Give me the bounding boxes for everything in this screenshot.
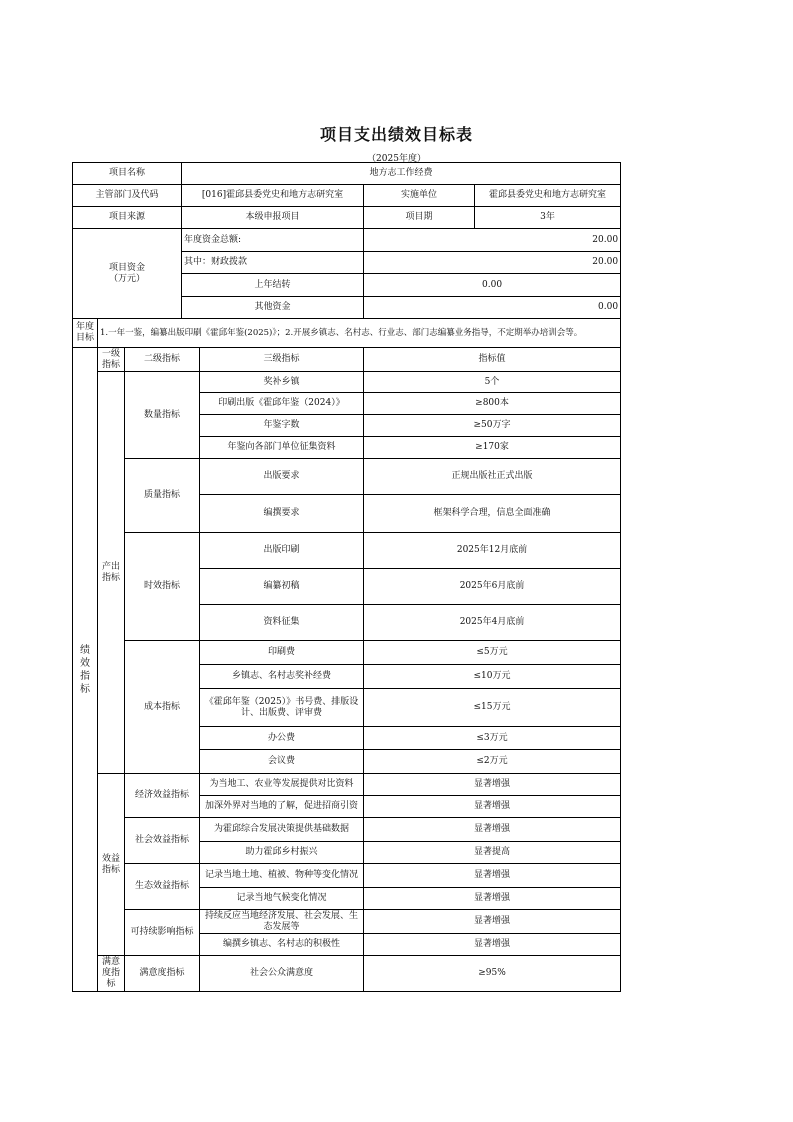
source-value: 本级申报项目 (182, 207, 364, 229)
label-total: 年度资金总额: (182, 229, 364, 252)
indicator-value: ≥800本 (364, 393, 621, 415)
indicator-value: ≤3万元 (364, 727, 621, 750)
level1-benefit: 效益 指标 (98, 774, 125, 956)
header-value: 指标值 (364, 348, 621, 372)
indicator-value: 显著增强 (364, 888, 621, 910)
level3-indicator: 为霍邱综合发展决策提供基础数据 (200, 818, 364, 842)
page-title: 项目支出绩效目标表 (319, 125, 473, 144)
level3-indicator: 印刷费 (200, 641, 364, 665)
department-value: [016]霍邱县委党史和地方志研究室 (182, 185, 364, 207)
indicator-value: 5个 (364, 372, 621, 393)
level3-indicator: 会议费 (200, 750, 364, 774)
level2-indicator: 生态效益指标 (125, 864, 200, 910)
level1-satisfaction: 满意 度指 标 (98, 956, 125, 992)
fiscal-year: （2025年度） (367, 154, 426, 164)
indicator-value: ≥50万字 (364, 415, 621, 437)
level3-indicator: 社会公众满意度 (200, 956, 364, 992)
level3-indicator: 资料征集 (200, 605, 364, 641)
indicator-value: 显著增强 (364, 864, 621, 888)
project-name-value: 地方志工作经费 (182, 163, 621, 185)
fiscal-value: 20.00 (364, 252, 621, 274)
header-level1: 一级 指标 (98, 348, 125, 372)
label-performance: 绩 效 指 标 (73, 348, 98, 992)
indicator-value: 显著增强 (364, 774, 621, 796)
level3-indicator: 办公费 (200, 727, 364, 750)
indicator-value: 显著增强 (364, 910, 621, 934)
label-source: 项目来源 (73, 207, 182, 229)
level3-indicator: 乡镇志、名村志奖补经费 (200, 665, 364, 689)
indicator-value: 2025年6月底前 (364, 569, 621, 605)
level3-indicator: 持续反应当地经济发展、社会发展、生态发展等 (200, 910, 364, 934)
carryover-value: 0.00 (364, 274, 621, 297)
label-project-name: 项目名称 (73, 163, 182, 185)
label-annual-goal: 年度 目标 (73, 319, 98, 348)
indicator-value: ≤5万元 (364, 641, 621, 665)
period-value: 3年 (475, 207, 621, 229)
level3-indicator: 编撰要求 (200, 495, 364, 533)
label-department: 主管部门及代码 (73, 185, 182, 207)
performance-table (72, 162, 621, 992)
label-funds: 项目资金 （万元） (73, 229, 182, 319)
level2-indicator: 质量指标 (125, 459, 200, 533)
level3-indicator: 年鉴字数 (200, 415, 364, 437)
total-value: 20.00 (364, 229, 621, 252)
indicator-value: 正规出版社正式出版 (364, 459, 621, 495)
indicator-value: ≥170家 (364, 437, 621, 459)
level3-indicator: 奖补乡镇 (200, 372, 364, 393)
indicator-value: 显著提高 (364, 842, 621, 864)
level2-indicator: 可持续影响指标 (125, 910, 200, 956)
level3-indicator: 记录当地气候变化情况 (200, 888, 364, 910)
annual-goal-text: 1.一年一鉴，编纂出版印刷《霍邱年鉴(2025)》；2.开展乡镇志、名村志、行业志、部门志编纂业务指导，不定期举办培训会等。 (98, 319, 621, 348)
level2-indicator: 成本指标 (125, 641, 200, 774)
impl-unit-value: 霍邱县委党史和地方志研究室 (475, 185, 621, 207)
level2-indicator: 时效指标 (125, 533, 200, 641)
other-value: 0.00 (364, 297, 621, 319)
level1-output: 产出 指标 (98, 372, 125, 774)
label-impl-unit: 实施单位 (364, 185, 475, 207)
level2-indicator: 满意度指标 (125, 956, 200, 992)
level3-indicator: 为当地工、农业等发展提供对比资料 (200, 774, 364, 796)
level3-indicator: 出版印刷 (200, 533, 364, 569)
level3-indicator: 加深外界对当地的了解，促进招商引资 (200, 796, 364, 818)
level3-indicator: 助力霍邱乡村振兴 (200, 842, 364, 864)
indicator-value: ≤15万元 (364, 689, 621, 727)
level3-indicator: 记录当地土地、植被、物种等变化情况 (200, 864, 364, 888)
indicator-value: 显著增强 (364, 934, 621, 956)
level3-indicator: 《霍邱年鉴（2025）》书号费、排版设计、出版费、评审费 (200, 689, 364, 727)
label-other: 其他资金 (182, 297, 364, 319)
label-carryover: 上年结转 (182, 274, 364, 297)
header-level3: 三级指标 (200, 348, 364, 372)
header-level2: 二级指标 (125, 348, 200, 372)
level2-indicator: 数量指标 (125, 372, 200, 459)
indicator-value: ≤2万元 (364, 750, 621, 774)
indicator-value: 显著增强 (364, 818, 621, 842)
level3-indicator: 年鉴向各部门单位征集资料 (200, 437, 364, 459)
indicator-value: ≥95% (364, 956, 621, 992)
label-fiscal: 其中：财政拨款 (182, 252, 364, 274)
indicator-value: 2025年4月底前 (364, 605, 621, 641)
label-period: 项目期 (364, 207, 475, 229)
level3-indicator: 出版要求 (200, 459, 364, 495)
indicator-value: 显著增强 (364, 796, 621, 818)
level3-indicator: 编撰乡镇志、名村志的积极性 (200, 934, 364, 956)
level3-indicator: 印刷出版《霍邱年鉴（2024）》 (200, 393, 364, 415)
indicator-value: 框架科学合理，信息全面准确 (364, 495, 621, 533)
level2-indicator: 社会效益指标 (125, 818, 200, 864)
level2-indicator: 经济效益指标 (125, 774, 200, 818)
indicator-value: ≤10万元 (364, 665, 621, 689)
indicator-value: 2025年12月底前 (364, 533, 621, 569)
level3-indicator: 编纂初稿 (200, 569, 364, 605)
